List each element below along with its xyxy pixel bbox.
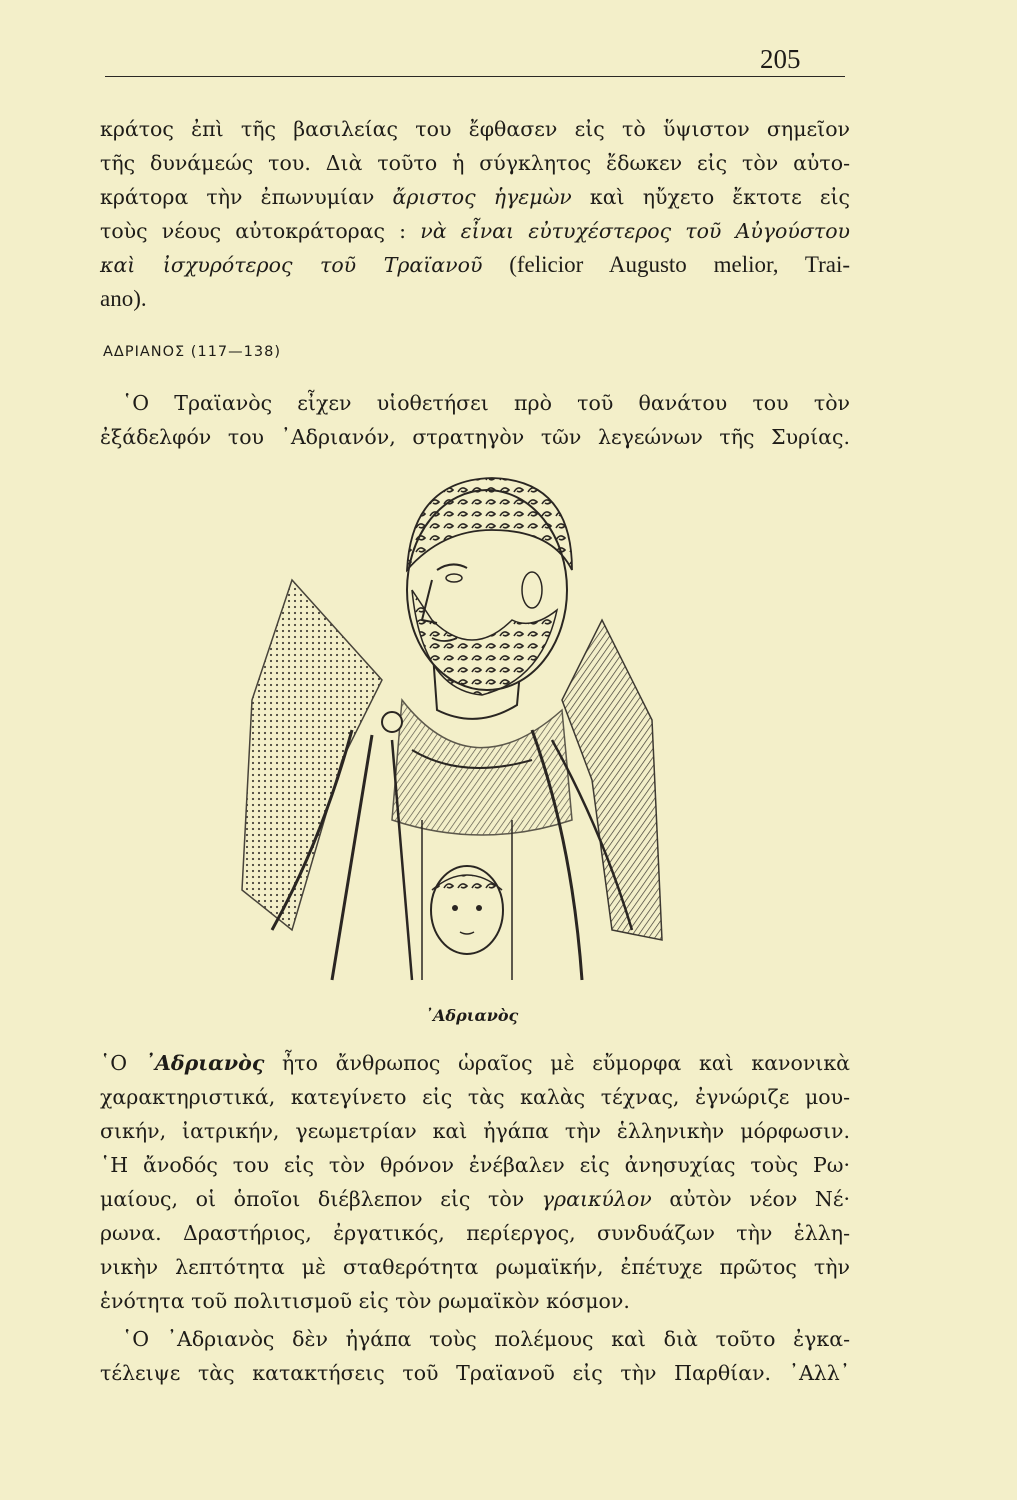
italic-phrase: γραικύλον: [541, 1187, 652, 1211]
text-line: ῾Η ἄνοδός του εἰς τὸν θρόνον ἐνέβαλεν εἰς ἀνησυχίας τοὺς Ρω·: [100, 1153, 850, 1177]
italic-phrase: ἄριστος ἡγεμὼν: [392, 185, 572, 209]
hadrian-bust-engraving: [232, 460, 672, 1000]
text-line: τέλειψε τὰς κατακτήσεις τοῦ Τραϊανοῦ εἰς τὴν Παρθίαν. ᾿Αλλ᾿: [100, 1361, 850, 1385]
paragraph: [100, 1322, 850, 1390]
text-line: ρωνα. Δραστήριος, ἐργατικός, περίεργος, συνδυάζων τὴν ἑλλη-: [100, 1221, 850, 1245]
page-number: 205: [760, 44, 801, 74]
text-line: νικὴν λεπτότητα μὲ σταθερότητα ρωμαϊκήν, ἐπέτυχε πρῶτος τὴν: [100, 1255, 850, 1279]
text-line: ano).: [100, 286, 147, 311]
text-line: χαρακτηριστικά, κατεγίνετο εἰς τὰς καλὰς τέχνας, ἐγνώριζε μου-: [100, 1085, 850, 1109]
text-line: ἐξάδελφόν του ᾿Αδριανόν, στρατηγὸν τῶν λεγεώνων τῆς Συρίας.: [100, 425, 850, 449]
text-line: ῾Ο ᾿Αδριανὸς δὲν ἠγάπα τοὺς πολέμους καὶ διὰ τοῦτο ἐγκα-: [122, 1327, 850, 1351]
paragraph: [100, 386, 850, 454]
text-line: τοὺς νέους αὐτοκράτορας : νὰ εἶναι εὐτυχέστερος τοῦ Αὐγούστου: [100, 219, 850, 243]
italic-phrase: νὰ εἶναι εὐτυχέστερος τοῦ Αὐγούστου: [420, 219, 850, 243]
text-line: καὶ ἰσχυρότερος τοῦ Τραϊανοῦ (felicior Augusto melior, Trai-: [100, 252, 851, 277]
text-line: ῾Ο ᾿Αδριανὸς ἦτο ἄνθρωπος ὡραῖος μὲ εὔμορφα καὶ κανονικὰ: [100, 1051, 850, 1075]
intro-paragraph: [100, 112, 850, 316]
text-line: μαίους, οἱ ὁποῖοι διέβλεπον εἰς τὸν γραικύλον αὐτὸν νέον Νέ·: [100, 1187, 850, 1211]
bold-name: ᾿Αδριανὸς: [144, 1051, 265, 1075]
paragraph: [100, 1046, 850, 1318]
figure-caption: ᾿Αδριανὸς: [425, 1006, 519, 1025]
header-rule: [105, 76, 845, 77]
text-line: ἑνότητα τοῦ πολιτισμοῦ εἰς τὸν ρωμαϊκὸν κόσμον.: [100, 1289, 630, 1313]
text-line: σικήν, ἰατρικήν, γεωμετρίαν καὶ ἠγάπα τὴν ἑλληνικὴν μόρφωσιν.: [100, 1119, 850, 1143]
italic-phrase: καὶ ἰσχυρότερος τοῦ Τραϊανοῦ: [100, 253, 483, 277]
text-line: τῆς δυνάμεώς του. Διὰ τοῦτο ἡ σύγκλητος ἔδωκεν εἰς τὸν αὐτο-: [100, 151, 850, 175]
text-line: ῾Ο Τραϊανὸς εἶχεν υἱοθετήσει πρὸ τοῦ θανάτου του τὸν: [122, 391, 850, 415]
section-heading: ΑΔΡΙΑΝΟΣ (117—138): [103, 344, 281, 360]
text-line: κράτορα τὴν ἐπωνυμίαν ἄριστος ἡγεμὼν καὶ ηὔχετο ἔκτοτε εἰς: [100, 185, 850, 209]
text-line: κράτος ἐπὶ τῆς βασιλείας του ἔφθασεν εἰς τὸ ὕψιστον σημεῖον: [100, 117, 850, 141]
